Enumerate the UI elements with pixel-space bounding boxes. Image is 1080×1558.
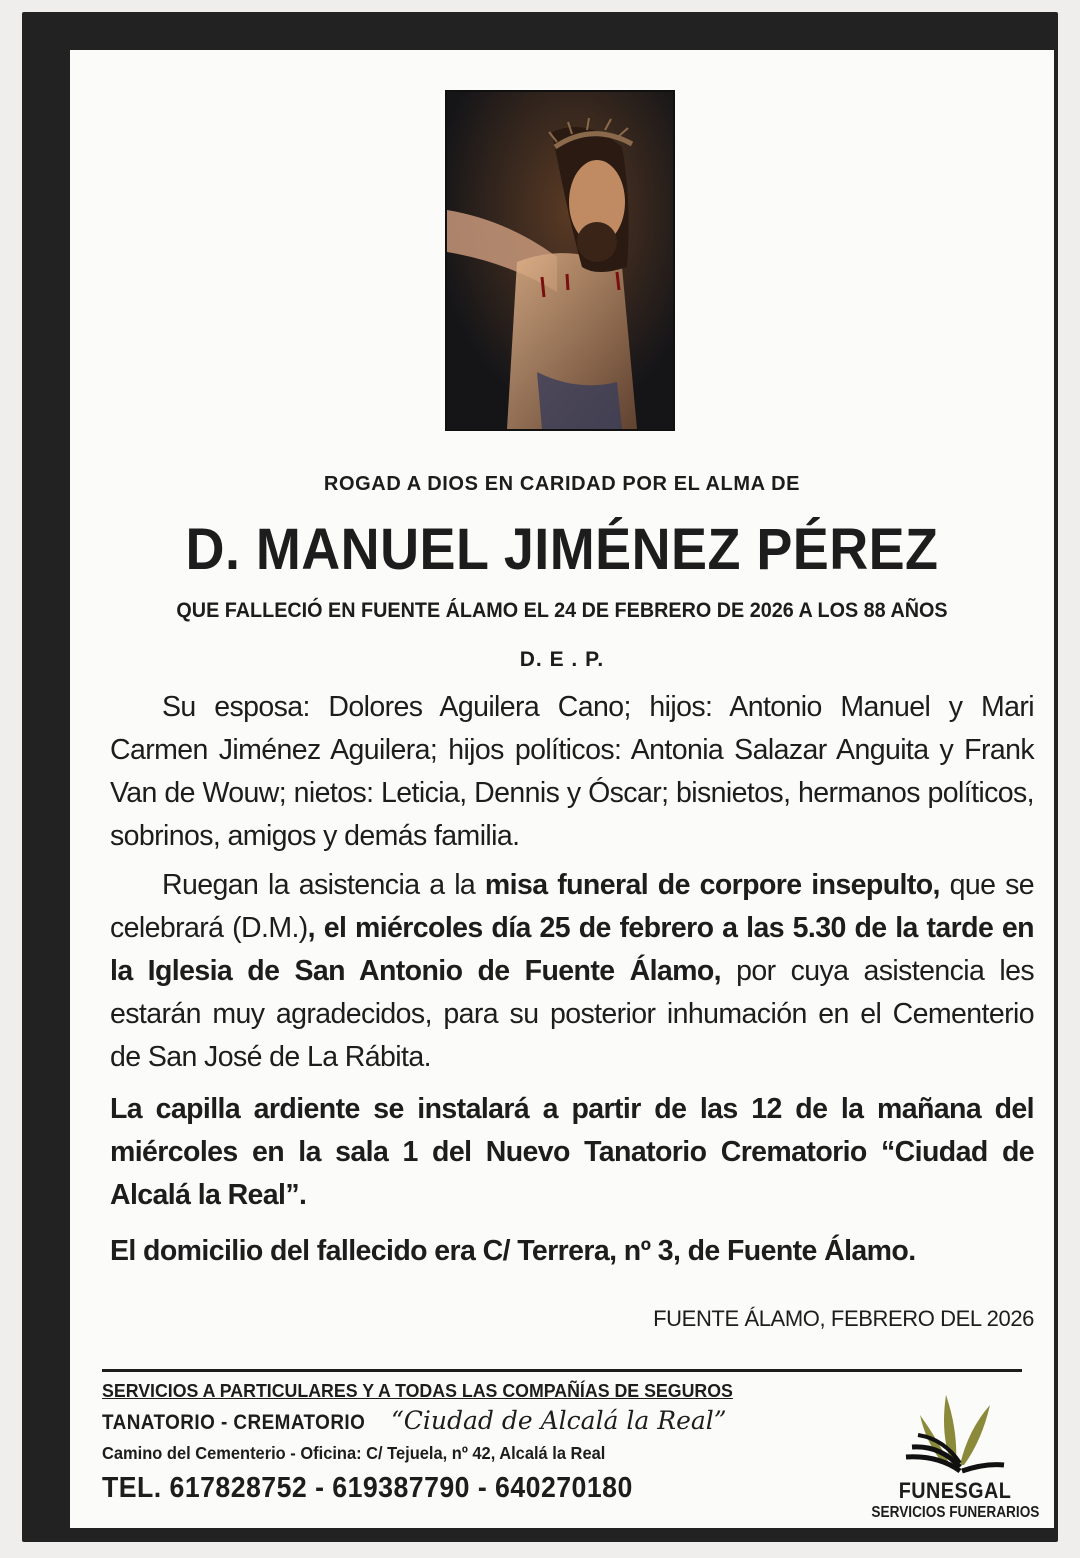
dep-initials: D. E . P. xyxy=(519,648,605,671)
funeral-when-where: , el miércoles día 25 de febrero a las 5.30 de la tarde en la Iglesia de San Antonio de Fuente Álamo, xyxy=(110,912,1034,987)
chapel-paragraph: La capilla ardiente se instalará a partir de las 12 de la mañana del miércoles en la sala 1 del Nuevo Tanatorio Crematorio “Ciudad de Alcalá la Real”. xyxy=(110,1093,1034,1211)
footer-divider xyxy=(102,1369,1022,1372)
domicile-paragraph: El domicilio del fallecido era C/ Terrera, nº 3, de Fuente Álamo. xyxy=(110,1235,916,1267)
deceased-name: D. MANUEL JIMÉNEZ PÉREZ xyxy=(185,517,939,582)
brand-subtitle: SERVICIOS FUNERARIOS xyxy=(871,1504,1040,1521)
crucified-christ-image xyxy=(445,90,675,431)
prayer-heading: ROGAD A DIOS EN CARIDAD POR EL ALMA DE xyxy=(323,473,801,495)
brand-name: FUNESGAL xyxy=(898,1478,1012,1503)
phone-numbers: TEL. 617828752 - 619387790 - 640270180 xyxy=(102,1472,633,1504)
death-details: QUE FALLECIÓ EN FUENTE ÁLAMO EL 24 DE FEBRERO DE 2026 A LOS 88 AÑOS xyxy=(176,598,948,622)
funeral-rest: por cuya asistencia les estarán muy agradecidos, para su posterior inhumación en el Cementerio de San José de La Rábita. xyxy=(110,955,1034,1073)
funeral-home-info xyxy=(102,1380,852,1505)
tanatorio-line xyxy=(102,1406,852,1435)
tanatorio-label: TANATORIO - CREMATORIO xyxy=(102,1411,366,1434)
funeral-paragraph xyxy=(110,864,1034,1079)
services-line: SERVICIOS A PARTICULARES Y A TODAS LAS COMPAÑÍAS DE SEGUROS xyxy=(102,1380,733,1401)
funeral-intro: Ruegan la asistencia a la xyxy=(162,869,485,901)
funeral-dm: que se celebrará (D.M.) xyxy=(110,869,1034,944)
obituary-sheet xyxy=(70,50,1054,1528)
leaf-fan-logo xyxy=(900,1385,1010,1475)
mourning-frame xyxy=(22,12,1058,1542)
funesgal-logo xyxy=(860,1385,1050,1522)
funeral-home-address: Camino del Cementerio - Oficina: C/ Tejuela, nº 42, Alcalá la Real xyxy=(102,1443,606,1463)
place-date: FUENTE ÁLAMO, FEBRERO DEL 2026 xyxy=(653,1306,1034,1331)
family-paragraph: Su esposa: Dolores Aguilera Cano; hijos: Antonio Manuel y Mari Carmen Jiménez Aguilera; hijos políticos: Antonia Salazar Anguita y Frank Van de Wouw; nietos: Leticia, Dennis y Óscar; bisnietos, hermanos políticos, sobrinos, amigos y demás familia. xyxy=(110,691,1034,852)
funeral-mass: misa funeral de corpore insepulto, xyxy=(484,869,940,901)
tanatorio-name: “Ciudad de Alcalá la Real” xyxy=(391,1406,727,1435)
